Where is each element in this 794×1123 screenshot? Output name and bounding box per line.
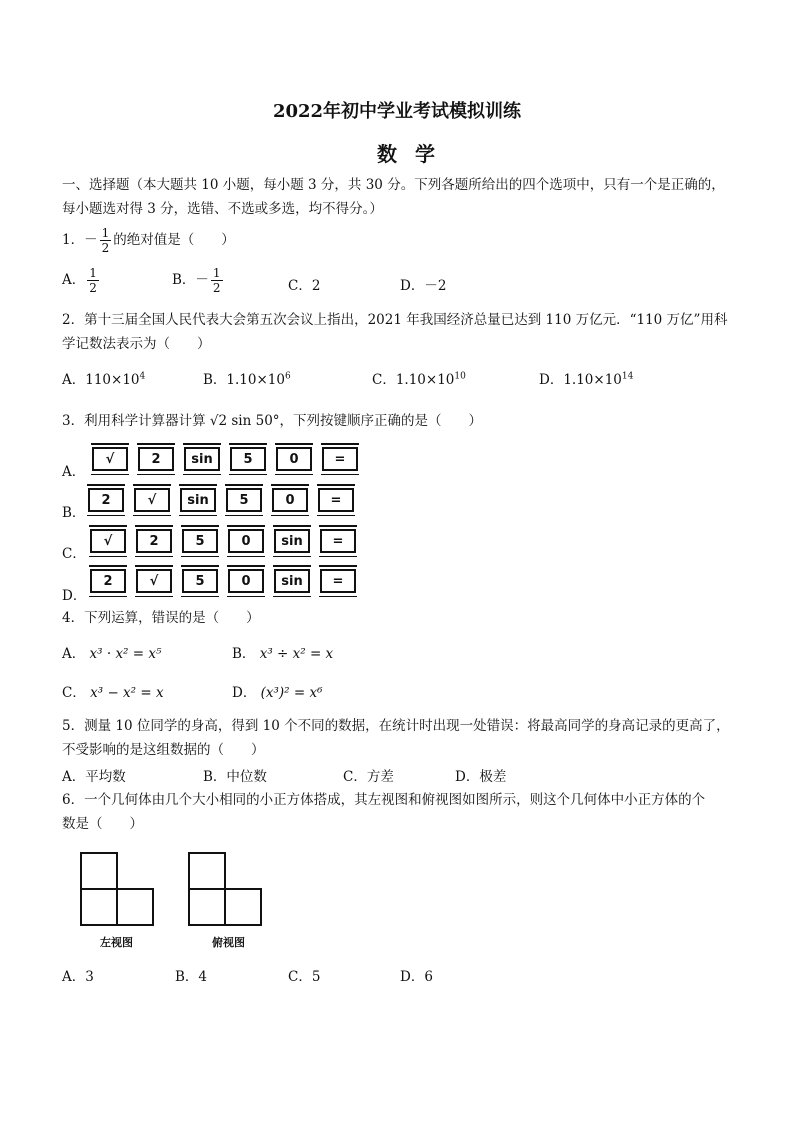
- calc-key: 2: [136, 529, 172, 553]
- fraction-numerator: 1: [212, 266, 221, 280]
- calc-key: sin: [180, 488, 216, 512]
- question-text: 的绝对值是（ ）: [113, 232, 235, 248]
- option-formula: (x³)² = x⁶: [260, 685, 323, 701]
- calc-key: 2: [90, 569, 126, 593]
- option-label: D．: [232, 685, 257, 701]
- exponent: 6: [284, 371, 291, 382]
- fraction-numerator: 1: [89, 266, 97, 280]
- top-view-caption: 俯视图: [212, 936, 245, 949]
- question-2-option-b: [203, 368, 291, 388]
- calc-key: sin: [184, 447, 220, 471]
- option-label: A．: [62, 272, 86, 288]
- question-number: 1．: [62, 232, 85, 248]
- question-6-line1: 6．一个几何体由几个大小相同的小正方体搭成，其左视图和俯视图如图所示，则这个几何体中小正方体的个: [62, 792, 706, 808]
- option-text: B．1.10×10: [203, 372, 285, 388]
- fraction-numerator: 1: [101, 226, 110, 240]
- exponent: 10: [454, 371, 466, 382]
- calc-key: sin: [274, 569, 310, 593]
- calc-key: 2: [138, 447, 174, 471]
- question-text: 3．利用科学计算器计算: [62, 413, 210, 429]
- question-3-option-c-label: C．: [62, 546, 86, 562]
- fraction-denominator: 2: [101, 241, 110, 255]
- question-3-option-d-label: D．: [62, 588, 87, 604]
- question-1-stem: [62, 226, 235, 255]
- calc-key: =: [320, 569, 356, 593]
- question-4-option-c: [62, 681, 164, 701]
- question-6-option-b: B．4: [175, 969, 208, 985]
- question-5-line2: 不受影响的是这组数据的（ ）: [62, 742, 265, 758]
- calc-key: 5: [230, 447, 266, 471]
- calc-key: √: [134, 488, 170, 512]
- calc-key: √: [136, 569, 172, 593]
- minus-sign: －: [195, 272, 209, 288]
- square-cell: [116, 888, 154, 926]
- calc-key: 0: [228, 569, 264, 593]
- calc-key: 0: [228, 529, 264, 553]
- question-4-option-a: [62, 642, 161, 662]
- question-2-option-a: [62, 368, 145, 388]
- question-5-option-b: B．中位数: [203, 769, 267, 785]
- option-text: C．1.10×10: [372, 372, 455, 388]
- calc-key: 5: [182, 529, 218, 553]
- question-2-line1: 2．第十三届全国人民代表大会第五次会议上指出，2021 年我国经济总量已达到 110 万亿元．“110 万亿”用科: [62, 312, 728, 328]
- fraction: [100, 226, 112, 255]
- question-3-option-a-label: A．: [62, 464, 86, 480]
- square-cell: [224, 888, 262, 926]
- question-3-option-b-label: B．: [62, 505, 86, 521]
- question-4-option-b: [232, 642, 333, 662]
- option-formula: x³ ÷ x² = x: [259, 646, 334, 662]
- fraction: [211, 266, 223, 295]
- option-formula: x³ − x² = x: [90, 685, 164, 701]
- question-3-option-b-keys: [88, 488, 364, 512]
- square-cell: [188, 888, 226, 926]
- question-4-option-d: [232, 681, 323, 701]
- question-1-option-a: [62, 266, 101, 295]
- exponent: 4: [139, 371, 146, 382]
- math-expression: √2 sin 50°: [209, 413, 280, 429]
- calc-key: √: [92, 447, 128, 471]
- square-cell: [188, 852, 226, 890]
- fraction: [87, 266, 99, 295]
- question-1-option-c: C．2: [288, 278, 321, 294]
- fraction-denominator: 2: [212, 281, 221, 295]
- question-2-line2: 学记数法表示为（ ）: [62, 336, 211, 352]
- calc-key: 0: [272, 488, 308, 512]
- question-3-option-a-keys: [92, 447, 368, 471]
- calc-key: √: [90, 529, 126, 553]
- fraction-denominator: 2: [89, 281, 97, 295]
- page-title: 2022年初中学业考试模拟训练: [272, 101, 522, 122]
- top-view-figure: [188, 852, 268, 932]
- section-instruction-line2: 每小题选对得 3 分，选错、不选或多选，均不得分。）: [62, 201, 383, 217]
- calc-key: =: [320, 529, 356, 553]
- option-label: C．: [62, 685, 86, 701]
- square-cell: [80, 852, 118, 890]
- option-formula: x³ · x² = x⁵: [89, 646, 162, 662]
- section-instruction-line1: 一、选择题（本大题共 10 小题，每小题 3 分，共 30 分。下列各题所给出的四个选项中，只有一个是正确的，: [62, 177, 725, 193]
- left-view-figure: [80, 852, 160, 932]
- question-text: ，下列按键顺序正确的是（ ）: [279, 413, 483, 429]
- calc-key: =: [322, 447, 358, 471]
- option-label: B．: [232, 646, 256, 662]
- question-4-stem: 4．下列运算，错误的是（ ）: [62, 610, 260, 626]
- subject-title: 数学: [377, 142, 453, 166]
- calc-key: sin: [274, 529, 310, 553]
- calc-key: 5: [182, 569, 218, 593]
- question-6-option-d: D．6: [400, 969, 433, 985]
- calc-key: =: [318, 488, 354, 512]
- question-1-option-b: [172, 266, 225, 295]
- question-2-option-c: [372, 368, 466, 388]
- question-1-option-d: D．－2: [400, 278, 447, 294]
- question-5-option-c: C．方差: [343, 769, 394, 785]
- question-6-line2: 数是（ ）: [62, 816, 143, 832]
- question-6-option-c: C．5: [288, 969, 321, 985]
- calc-key: 2: [88, 488, 124, 512]
- option-text: A．110×10: [62, 372, 140, 388]
- question-5-option-a: A．平均数: [62, 769, 126, 785]
- square-cell: [80, 888, 118, 926]
- question-2-option-d: [539, 368, 633, 388]
- exponent: 14: [621, 371, 634, 382]
- option-label: B．: [172, 272, 196, 288]
- minus-sign: －: [84, 232, 98, 248]
- calc-key: 0: [276, 447, 312, 471]
- left-view-caption: 左视图: [100, 936, 133, 949]
- option-label: A．: [62, 646, 86, 662]
- question-3-option-d-keys: [90, 569, 366, 593]
- question-3-option-c-keys: [90, 529, 366, 553]
- question-6-option-a: A．3: [62, 969, 94, 985]
- calc-key: 5: [226, 488, 262, 512]
- option-text: D．1.10×10: [539, 372, 622, 388]
- question-3-stem: [62, 409, 482, 429]
- question-5-option-d: D．极差: [455, 769, 507, 785]
- question-5-line1: 5．测量 10 位同学的身高，得到 10 个不同的数据，在统计时出现一处错误：将最高同学的身高记录的更高了，: [62, 718, 730, 734]
